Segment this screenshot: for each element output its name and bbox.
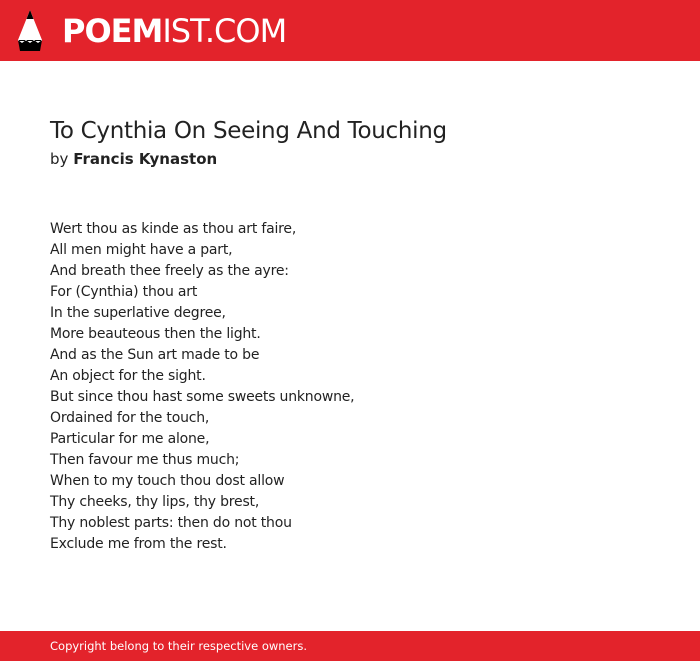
poem-body xyxy=(50,219,354,555)
poem-line: Exclude me from the rest. xyxy=(50,536,227,552)
poem-line: Ordained for the touch, xyxy=(50,410,210,426)
poem-line: Thy cheeks, thy lips, thy brest, xyxy=(50,494,260,510)
site-header xyxy=(0,0,700,61)
pencil-icon xyxy=(18,10,42,51)
author-name: Francis Kynaston xyxy=(73,150,218,168)
site-logo[interactable] xyxy=(62,11,286,51)
poem-line: For (Cynthia) thou art xyxy=(50,284,198,300)
poem-line: All men might have a part, xyxy=(50,242,233,258)
byline xyxy=(50,149,217,169)
poem-line: Then favour me thus much; xyxy=(50,452,240,468)
poem-line: But since thou hast some sweets unknowne, xyxy=(50,389,355,405)
poem-title: To Cynthia On Seeing And Touching xyxy=(50,118,447,144)
poem-line: Wert thou as kinde as thou art faire, xyxy=(50,221,297,237)
copyright-text: Copyright belong to their respective owners. xyxy=(50,639,308,653)
poem-line: An object for the sight. xyxy=(50,368,206,384)
by-label: by xyxy=(50,150,69,168)
poem-line: Thy noblest parts: then do not thou xyxy=(50,515,292,531)
logo-text-light: IST.COM xyxy=(162,12,287,50)
logo-text-bold: POEM xyxy=(62,12,163,50)
poem-line: When to my touch thou dost allow xyxy=(50,473,285,489)
poem-line: More beauteous then the light. xyxy=(50,326,261,342)
site-footer xyxy=(0,631,700,661)
poem-line: In the superlative degree, xyxy=(50,305,226,321)
poem-line: Particular for me alone, xyxy=(50,431,210,447)
poem-line: And breath thee freely as the ayre: xyxy=(50,263,289,279)
poem-line: And as the Sun art made to be xyxy=(50,347,260,363)
